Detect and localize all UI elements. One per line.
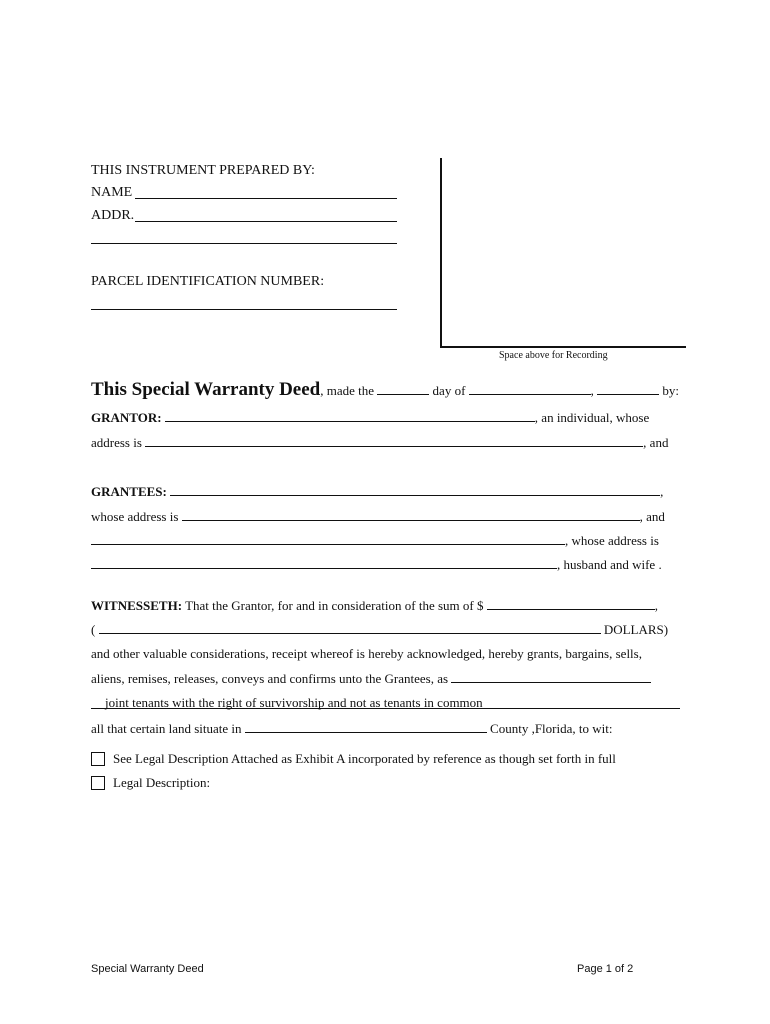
addr-field[interactable] (135, 221, 397, 222)
deed-title-line (91, 379, 679, 401)
exhibit-a-label: See Legal Description Attached as Exhibit A incorporated by reference as though set forth in full (113, 751, 616, 766)
husband-wife-text: , husband and wife . (557, 557, 662, 572)
name-label: NAME (91, 185, 133, 200)
grantees-address-field[interactable] (182, 508, 640, 521)
whose-address-2-text: , whose address is (565, 533, 659, 548)
deed-title: This Special Warranty Deed (91, 379, 321, 400)
deed-comma: , (590, 383, 594, 398)
aliens-line (91, 670, 651, 687)
grantor-address-field[interactable] (145, 434, 643, 447)
address-is-text: address is (91, 435, 142, 450)
grantee2-line (91, 532, 659, 549)
land-situate-line (91, 720, 612, 737)
recording-caption: Space above for Recording (499, 350, 608, 361)
considerations-text: and other valuable considerations, receipt whereof is hereby acknowledged, hereby grants, bargains, sells, (91, 646, 642, 661)
grantor-line (91, 409, 649, 426)
open-paren: ( (91, 622, 96, 637)
grantee2-address-field[interactable] (91, 556, 557, 569)
consideration-text: That the Grantor, for and in consideration of the sum of $ (185, 598, 484, 613)
month-field[interactable] (469, 382, 591, 395)
page-number: Page 1 of 2 (577, 963, 634, 975)
year-field[interactable] (597, 382, 659, 395)
day-field[interactable] (377, 382, 429, 395)
grantees-line (91, 483, 663, 500)
land-in-text: all that certain land situate in (91, 721, 242, 736)
parcel-id-field[interactable] (91, 309, 397, 310)
recording-frame-vertical (440, 158, 442, 348)
grantees-label: GRANTEES: (91, 484, 167, 499)
grantees-and-text: , and (639, 509, 665, 524)
recording-frame-horizontal (440, 346, 686, 348)
witnesseth-label: WITNESSETH: (91, 598, 183, 613)
county-field[interactable] (245, 720, 487, 733)
witnesseth-comma: , (654, 598, 658, 613)
name-field[interactable] (135, 198, 397, 199)
tenancy-field[interactable] (451, 670, 651, 683)
grantor-address-line (91, 434, 668, 451)
footer-title: Special Warranty Deed (91, 963, 204, 975)
grantor-label: GRANTOR: (91, 410, 162, 425)
grantee2-name-field[interactable] (91, 532, 565, 545)
parcel-id-label: PARCEL IDENTIFICATION NUMBER: (91, 274, 325, 289)
grantees-comma: , (660, 484, 664, 499)
addr-line-2-field[interactable] (91, 243, 397, 244)
made-the-text: , made the (320, 383, 375, 398)
grantees-address-line (91, 508, 665, 525)
addr-label: ADDR. (91, 208, 135, 223)
exhibit-a-checkbox[interactable] (91, 752, 105, 766)
day-of-text: day of (432, 383, 466, 398)
dollars-words-field[interactable] (99, 621, 601, 634)
whose-address-text: whose address is (91, 509, 179, 524)
witnesseth-line (91, 597, 658, 614)
prepared-by-label: THIS INSTRUMENT PREPARED BY: (91, 163, 315, 178)
county-florida-text: County ,Florida, to wit: (490, 721, 613, 736)
by-text: by: (662, 383, 680, 398)
legal-description-label: Legal Description: (113, 775, 211, 790)
dollars-text: DOLLARS) (603, 622, 669, 637)
individual-whose-text: , an individual, whose (534, 410, 650, 425)
aliens-text: aliens, remises, releases, conveys and confirms unto the Grantees, as (91, 671, 449, 686)
joint-tenants-text[interactable]: joint tenants with the right of survivorship and not as tenants in common (105, 695, 483, 710)
dollars-line (91, 621, 668, 638)
sum-field[interactable] (487, 597, 655, 610)
legal-description-checkbox[interactable] (91, 776, 105, 790)
grantee2-address-line (91, 556, 662, 573)
grantor-and-text: , and (643, 435, 669, 450)
grantor-name-field[interactable] (165, 409, 535, 422)
grantees-name-field[interactable] (170, 483, 660, 496)
